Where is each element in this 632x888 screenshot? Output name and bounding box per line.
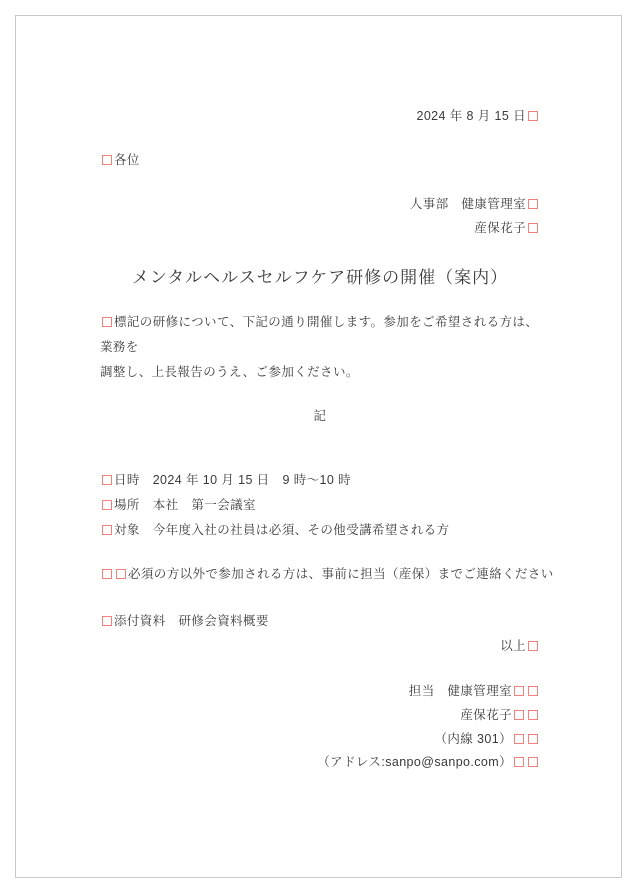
space-marker-icon bbox=[528, 199, 538, 209]
salutation-text: 各位 bbox=[114, 153, 140, 167]
space-marker-icon bbox=[102, 616, 112, 626]
space-marker-icon bbox=[102, 500, 112, 510]
space-marker-icon bbox=[528, 111, 538, 121]
space-marker-icon bbox=[514, 710, 524, 720]
date-line bbox=[100, 106, 540, 126]
closing-text: 以上 bbox=[500, 639, 526, 653]
sender-name-line bbox=[100, 218, 540, 238]
space-marker-icon bbox=[528, 686, 538, 696]
contact-line-name bbox=[100, 705, 540, 725]
space-marker-icon bbox=[102, 525, 112, 535]
detail-datetime-text: 日時 2024 年 10 月 15 日 9 時～10 時 bbox=[114, 473, 351, 487]
note-line bbox=[100, 564, 554, 584]
attachment-text: 添付資料 研修会資料概要 bbox=[114, 614, 269, 628]
body-line-1-text: 標記の研修について、下記の通り開催します。参加をご希望される方は、業務を bbox=[100, 315, 539, 354]
space-marker-icon bbox=[514, 686, 524, 696]
detail-target-text: 対象 今年度入社の社員は必須、その他受講希望される方 bbox=[114, 523, 450, 537]
contact-line-extension bbox=[100, 729, 540, 749]
space-marker-icon bbox=[528, 734, 538, 744]
closing-line bbox=[100, 636, 540, 656]
space-marker-icon bbox=[514, 757, 524, 767]
detail-line-place bbox=[100, 495, 540, 515]
attachment-line bbox=[100, 611, 540, 631]
document-title-text: メンタルヘルスセルフケア研修の開催（案内） bbox=[131, 268, 509, 287]
detail-line-datetime bbox=[100, 470, 540, 490]
contact-line-department bbox=[100, 681, 540, 701]
body-paragraph bbox=[100, 310, 540, 385]
detail-place-text: 場所 本社 第一会議室 bbox=[114, 498, 256, 512]
note-text: 必須の方以外で参加される方は、事前に担当（産保）までご連絡ください bbox=[128, 567, 554, 581]
sender-name-text: 産保花子 bbox=[474, 221, 526, 235]
body-line-2-text: 調整し、上長報告のうえ、ご参加ください。 bbox=[100, 365, 359, 379]
document-title bbox=[100, 265, 540, 291]
space-marker-icon bbox=[102, 155, 112, 165]
record-marker bbox=[100, 406, 540, 426]
salutation-line bbox=[100, 150, 540, 170]
space-marker-icon bbox=[102, 475, 112, 485]
space-marker-icon bbox=[116, 569, 126, 579]
space-marker-icon bbox=[102, 569, 112, 579]
sender-department-line bbox=[100, 194, 540, 214]
detail-line-target bbox=[100, 520, 540, 540]
date-text: 2024 年 8 月 15 日 bbox=[416, 109, 526, 123]
body-line-2 bbox=[100, 360, 540, 385]
contact-line-email bbox=[100, 752, 540, 772]
space-marker-icon bbox=[528, 757, 538, 767]
contact-extension-text: （内線 301） bbox=[434, 732, 512, 746]
space-marker-icon bbox=[528, 641, 538, 651]
space-marker-icon bbox=[528, 223, 538, 233]
contact-name-text: 産保花子 bbox=[460, 708, 512, 722]
space-marker-icon bbox=[528, 710, 538, 720]
contact-email-text: （アドレス:sanpo@sanpo.com） bbox=[317, 755, 512, 769]
sender-department-text: 人事部 健康管理室 bbox=[409, 197, 526, 211]
body-line-1 bbox=[100, 310, 540, 360]
contact-department-text: 担当 健康管理室 bbox=[408, 684, 512, 698]
record-marker-text: 記 bbox=[313, 409, 327, 423]
space-marker-icon bbox=[514, 734, 524, 744]
space-marker-icon bbox=[102, 317, 112, 327]
